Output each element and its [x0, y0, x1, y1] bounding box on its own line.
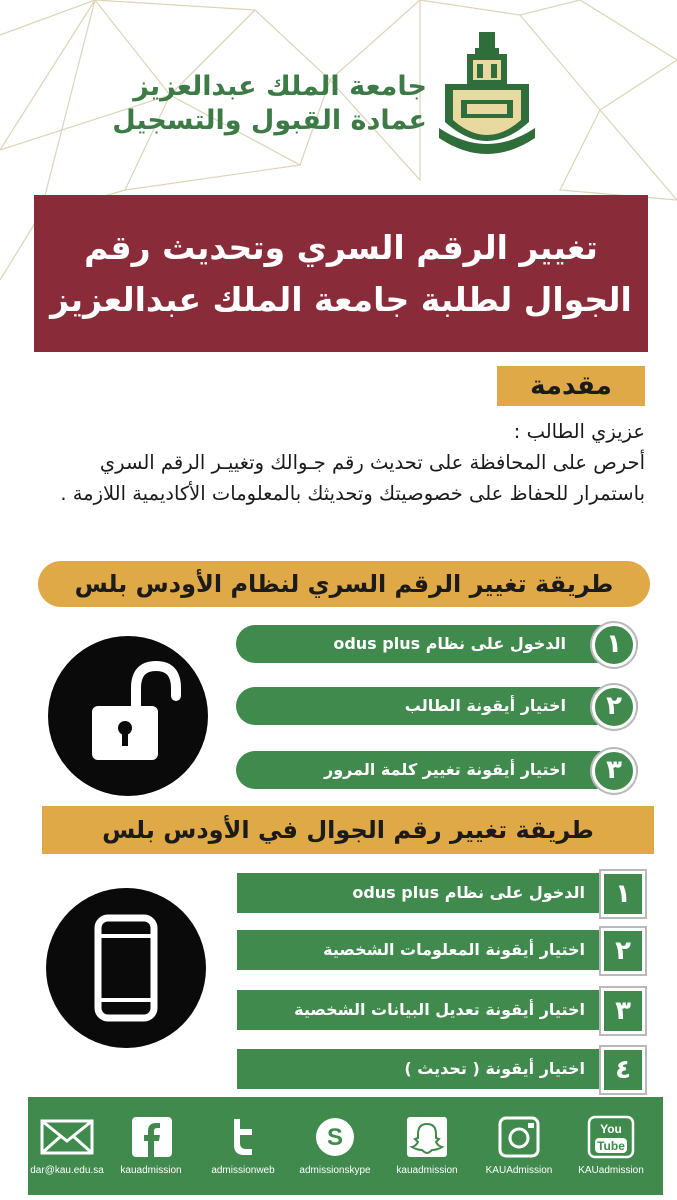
- password-step-2: [236, 687, 638, 725]
- step-number: ١: [601, 871, 645, 917]
- step-text: اختيار أيقونة تغيير كلمة المرور: [324, 760, 566, 779]
- intro-body: أحرص على المحافظة على تحديث رقم جـوالك وتغييـر الرقم السري باستمرار للحفاظ على خصوصيتك وتحديثك بالمعلومات الأكاديمية اللازمة .: [60, 451, 645, 505]
- step-text: الدخول على نظام odus plus: [333, 634, 566, 653]
- snapchat-icon: [404, 1115, 450, 1159]
- title-line-2: الجوال لطلبة جامعة الملك عبدالعزيز: [50, 279, 632, 319]
- social-label: admissionskype: [299, 1165, 371, 1176]
- social-skype[interactable]: [292, 1115, 378, 1176]
- social-label: dar@kau.edu.sa: [30, 1165, 104, 1176]
- mobile-phone-icon: [46, 888, 206, 1048]
- mobile-section-heading: طريقة تغيير رقم الجوال في الأودس بلس: [42, 806, 654, 854]
- page-title: [34, 195, 648, 352]
- facebook-icon: [128, 1115, 174, 1159]
- university-header: [112, 70, 427, 138]
- title-line-1: تغيير الرقم السري وتحديث رقم: [84, 227, 598, 267]
- step-text: اختيار أيقونة ( تحديث ): [404, 1059, 585, 1078]
- youtube-logo-text-you: You: [600, 1122, 622, 1136]
- university-name: جامعة الملك عبدالعزيز: [133, 71, 427, 102]
- unlock-icon-circle: [48, 636, 208, 796]
- mobile-icon-circle: [46, 888, 206, 1048]
- svg-text:S: S: [326, 1124, 344, 1151]
- step-number: ٢: [601, 928, 645, 974]
- social-twitter[interactable]: [200, 1115, 286, 1176]
- social-label: admissionweb: [211, 1165, 275, 1176]
- social-facebook[interactable]: [108, 1115, 194, 1176]
- social-footer: [28, 1097, 663, 1195]
- step-text: الدخول على نظام odus plus: [352, 883, 585, 902]
- step-text: اختيار أيقونة المعلومات الشخصية: [323, 940, 585, 959]
- university-logo: [437, 30, 537, 165]
- step-number: ١: [592, 623, 636, 667]
- intro-greeting: عزيزي الطالب :: [513, 420, 645, 443]
- mobile-step-1: [237, 873, 647, 913]
- social-label: KAUadmission: [578, 1165, 644, 1176]
- mobile-step-2: [237, 930, 647, 970]
- intro-heading: مقدمة: [497, 366, 645, 406]
- instagram-icon: [496, 1115, 542, 1159]
- intro-text: [40, 416, 645, 509]
- mobile-step-3: [237, 990, 647, 1030]
- social-label: KAUAdmission: [485, 1165, 553, 1176]
- social-instagram[interactable]: [476, 1115, 562, 1176]
- step-text: اختيار أيقونة الطالب: [404, 696, 566, 715]
- youtube-logo-text-tube: Tube: [597, 1139, 625, 1153]
- mobile-step-4: [237, 1049, 647, 1089]
- social-label: kauadmission: [120, 1165, 182, 1176]
- youtube-icon: [586, 1115, 636, 1159]
- step-number: ٣: [601, 988, 645, 1034]
- social-youtube[interactable]: [568, 1115, 654, 1176]
- step-text: اختيار أيقونة تعديل البيانات الشخصية: [294, 1000, 585, 1019]
- social-snapchat[interactable]: [384, 1115, 470, 1176]
- unlock-icon: [48, 636, 208, 796]
- social-label: kauadmission: [396, 1165, 458, 1176]
- password-step-3: [236, 751, 638, 789]
- skype-icon: [312, 1115, 358, 1159]
- step-number: ٢: [592, 685, 636, 729]
- step-number: ٤: [601, 1047, 645, 1093]
- deanship-name: عمادة القبول والتسجيل: [112, 105, 427, 136]
- social-mail[interactable]: [24, 1115, 110, 1176]
- twitter-icon: [220, 1115, 266, 1159]
- password-section-heading: طريقة تغيير الرقم السري لنظام الأودس بلس: [38, 561, 650, 607]
- step-number: ٣: [592, 749, 636, 793]
- mail-icon: [39, 1115, 95, 1159]
- password-step-1: [236, 625, 638, 663]
